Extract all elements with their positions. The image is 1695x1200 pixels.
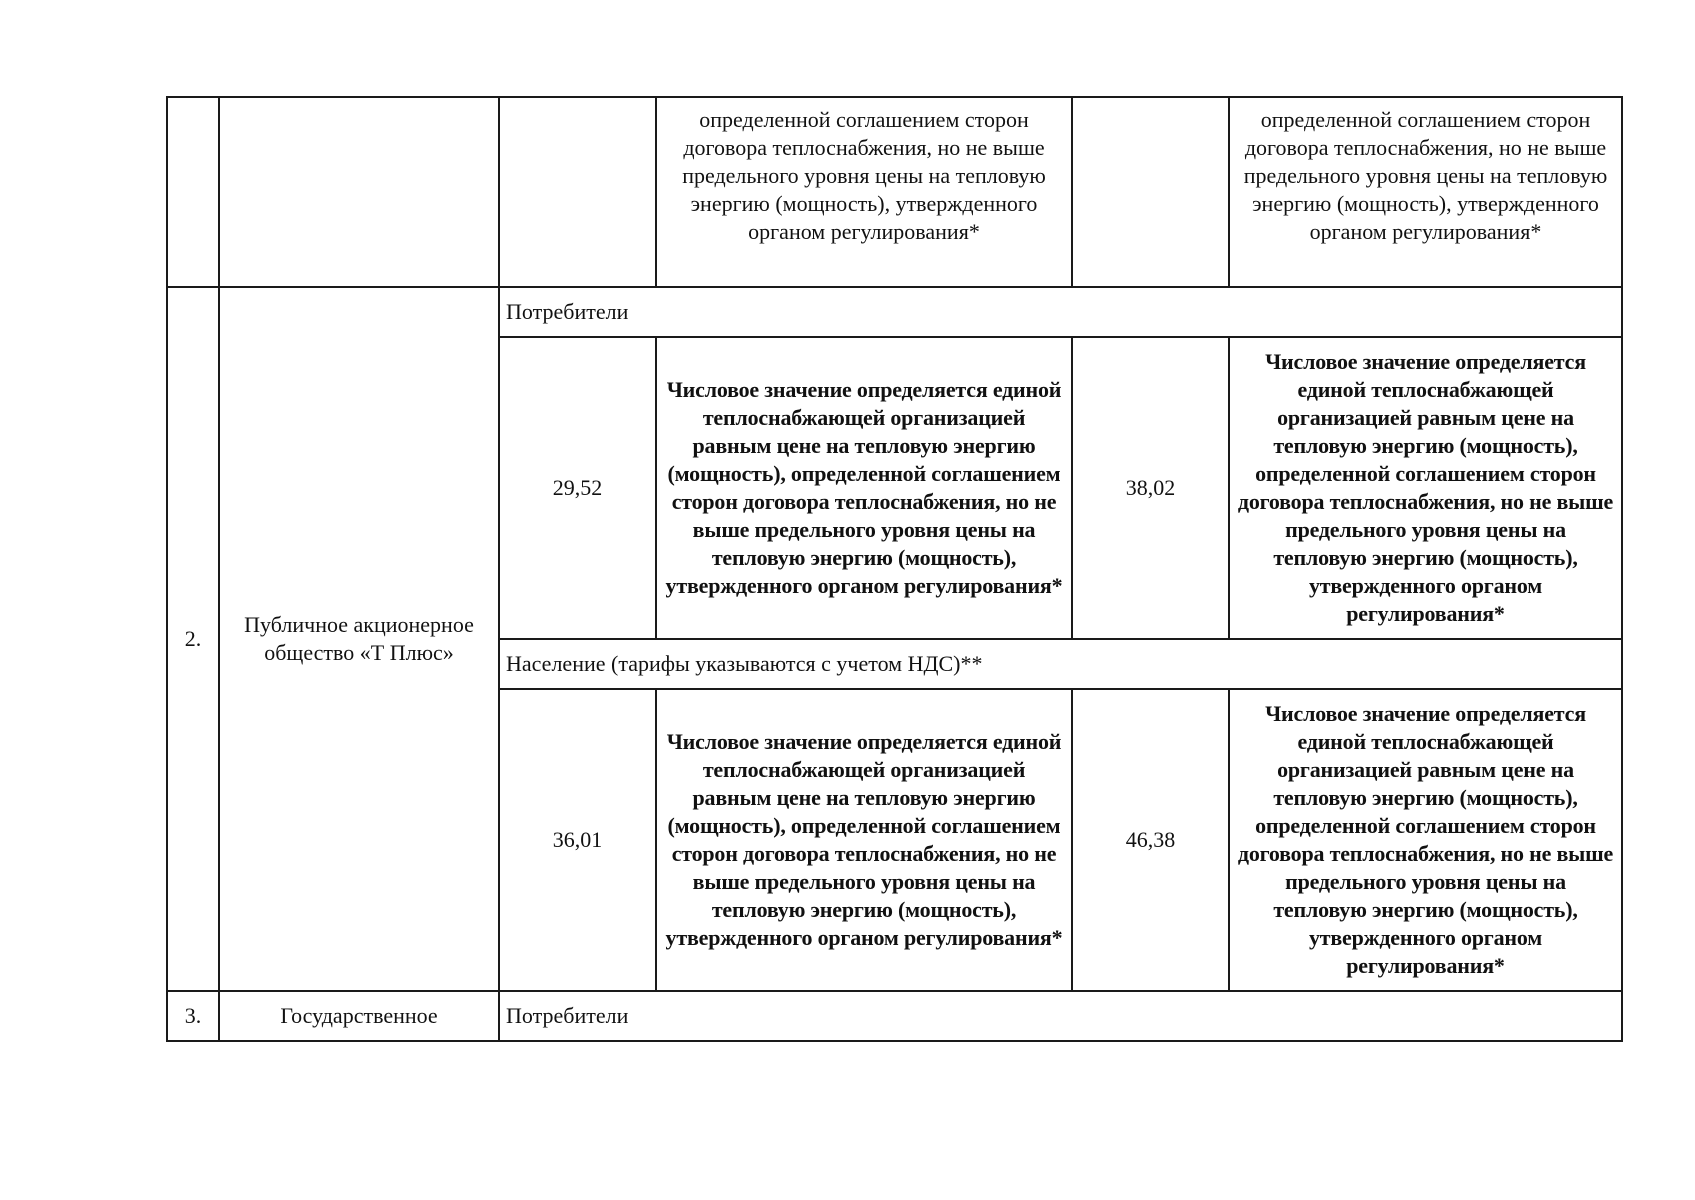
cell-tariff-value-consumers-1: 29,52 [499,337,656,639]
cell-org2-name: Публичное акционерное общество «Т Плюс» [219,287,499,991]
tariff-document-page [166,96,1621,1042]
section-header-population: Население (тарифы указываются с учетом НДС)** [499,639,1622,689]
cell-org2-number: 2. [167,287,219,991]
cell-description-continuation-1: определенной соглашением сторон договора теплоснабжения, но не выше предельного уровня цены на тепловую энергию (мощность), утвержденного органом регулирования* [656,97,1072,287]
cell-number-empty [167,97,219,287]
tariff-table [166,96,1623,1042]
cell-tariff-value-consumers-2: 38,02 [1072,337,1229,639]
cell-tariff-description-consumers-2: Числовое значение определяется единой теплоснабжающей организацией равным цене на тепловую энергию (мощность), определенной соглашением сторон договора теплоснабжения, но не выше предельного уровня цены на тепловую энергию (мощность), утвержденного органом регулирования* [1229,337,1622,639]
cell-tariff-value-population-1: 36,01 [499,689,656,991]
cell-tariff-description-population-1: Числовое значение определяется единой теплоснабжающей организацией равным цене на тепловую энергию (мощность), определенной соглашением сторон договора теплоснабжения, но не выше предельного уровня цены на тепловую энергию (мощность), утвержденного органом регулирования* [656,689,1072,991]
table-row-continuation [167,97,1622,287]
table-row-org2-consumers-header [167,287,1622,337]
cell-value-empty-1 [499,97,656,287]
table-row-org3 [167,991,1622,1041]
cell-org-empty [219,97,499,287]
cell-tariff-description-population-2: Числовое значение определяется единой теплоснабжающей организацией равным цене на тепловую энергию (мощность), определенной соглашением сторон договора теплоснабжения, но не выше предельного уровня цены на тепловую энергию (мощность), утвержденного органом регулирования* [1229,689,1622,991]
cell-tariff-description-consumers-1: Числовое значение определяется единой теплоснабжающей организацией равным цене на тепловую энергию (мощность), определенной соглашением сторон договора теплоснабжения, но не выше предельного уровня цены на тепловую энергию (мощность), утвержденного органом регулирования* [656,337,1072,639]
cell-tariff-value-population-2: 46,38 [1072,689,1229,991]
section-header-consumers: Потребители [499,287,1622,337]
cell-value-empty-2 [1072,97,1229,287]
cell-org3-number: 3. [167,991,219,1041]
section-header-org3-consumers: Потребители [499,991,1622,1041]
cell-description-continuation-2: определенной соглашением сторон договора теплоснабжения, но не выше предельного уровня цены на тепловую энергию (мощность), утвержденного органом регулирования* [1229,97,1622,287]
cell-org3-name: Государственное [219,991,499,1041]
